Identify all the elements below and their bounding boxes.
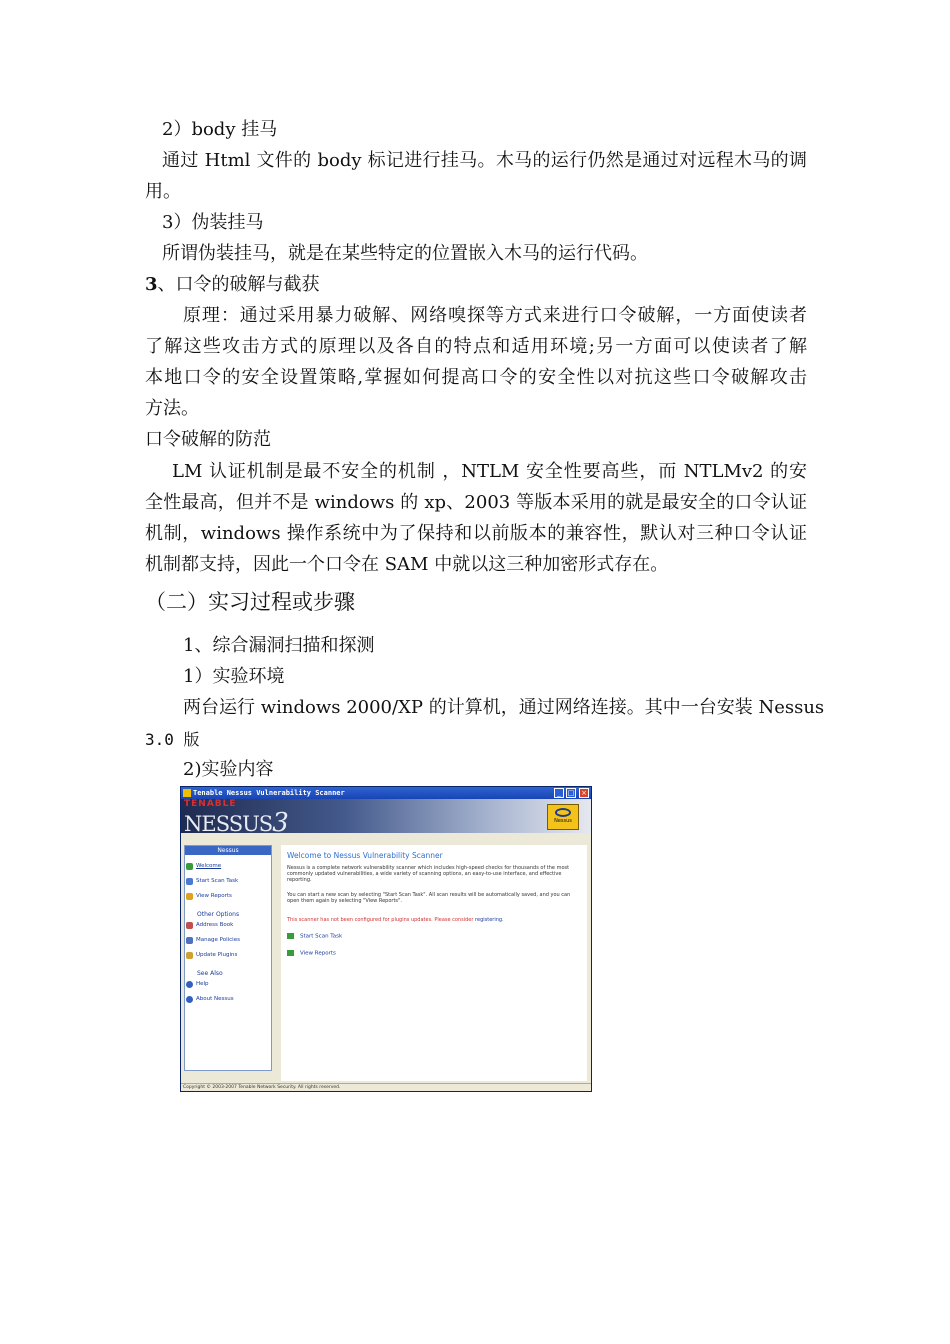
status-bar: Copyright © 2003-2007 Tenable Network Security. All rights reserved. [181,1083,591,1091]
main-content [281,845,587,1081]
sidebar [184,845,272,1071]
sidebar-item-start-scan[interactable] [196,878,238,884]
environment-text: 两台运行 windows 2000/XP 的计算机，通过网络连接。其中一台安装 Nessus [183,697,825,718]
paragraph-version: 3.0 版 [145,730,200,749]
sidebar-item-about[interactable] [196,996,234,1002]
tenable-logo: TENABLE [184,799,237,809]
sidebar-item-label: Start Scan Task [196,878,239,884]
window-title: Tenable Nessus Vulnerability Scanner [193,789,345,797]
sidebar-item-help[interactable] [196,981,209,987]
paragraph-principle-line4: 方法。 [145,398,199,419]
minimize-button[interactable]: _ [554,788,564,798]
action-label: Start Scan Task [300,933,343,940]
paragraph-fake-trojan: 所谓伪装挂马，就是在某些特定的位置嵌入木马的运行代码。 [162,243,648,264]
sidebar-item-label: Manage Policies [196,937,240,943]
report-icon [186,893,193,900]
sidebar-header: Nessus [185,846,271,855]
arrow-right-icon [287,933,294,939]
subheading-body-trojan: 2）body 挂马 [162,119,278,140]
sidebar-item-update-plugins[interactable] [196,952,237,958]
sidebar-item-label: View Reports [196,893,232,899]
help-icon [186,981,193,988]
policies-icon [186,937,193,944]
paragraph-principle-line3: 本地口令的安全设置策略,掌握如何提高口令的安全性以对抗这些口令破解攻击 [145,367,807,388]
sidebar-item-view-reports[interactable] [196,893,232,899]
plugin-warning [287,917,504,923]
intro-paragraph: Nessus is a complete network vulnerability scanner which includes high-speed checks for thousands of the most commonly updated vulnerabilities, a wide variety of scanning options, an easy-to-use interface, and effective reporting. [287,865,570,883]
paragraph-body-trojan-line2: 用。 [145,181,181,202]
step-heading-scan: 1、综合漏洞扫描和探测 [183,635,375,656]
sidebar-item-address-book[interactable] [196,922,233,928]
subheading-password-defense: 口令破解的防范 [145,429,271,450]
nessus-brand [184,808,288,838]
home-icon [186,863,193,870]
paragraph-lm-line4: 机制都支持，因此一个口令在 SAM 中就以这三种加密形式存在。 [145,554,669,575]
section-heading-process: （二）实习过程或步骤 [145,590,355,614]
paragraph-principle-line1: 原理：通过采用暴力破解、网络嗅探等方式来进行口令破解，一方面使读者 [183,305,807,326]
sidebar-item-label: About Nessus [196,996,234,1002]
scan-icon [186,878,193,885]
paragraph-lm-line3: 机制，windows 操作系统中为了保持和以前版本的兼容性，默认对三种口令认证 [145,523,807,544]
sidebar-item-label: Help [196,981,209,987]
action-label: View Reports [300,950,336,957]
sidebar-item-label: Address Book [196,922,234,928]
nessus-eye-logo [547,804,579,830]
paragraph-lm-line2: 全性最高，但并不是 windows 的 xp、2003 等版本采用的就是最安全的口令认证 [145,492,807,513]
paragraph-lm-line1: LM 认证机制是最不安全的机制 ，NTLM 安全性要高些，而 NTLMv2 的安 [172,461,807,482]
action-view-reports[interactable] [287,950,336,957]
info-icon [186,996,193,1003]
brand-number: 3 [272,808,288,838]
paragraph-principle-line2: 了解这些攻击方式的原理以及各自的特点和适用环境;另一方面可以使读者了解 [145,336,807,357]
close-button[interactable]: × [579,788,589,798]
sidebar-item-manage-policies[interactable] [196,937,240,943]
section-heading-password [145,274,320,296]
paragraph-body-trojan-line1: 通过 Html 文件的 body 标记进行挂马。木马的运行仍然是通过对远程木马的调 [162,150,807,171]
nessus-window-screenshot [180,786,592,1092]
sidebar-item-welcome[interactable] [196,863,221,869]
sidebar-see-also-title: See Also [197,970,223,977]
step-content: 2)实验内容 [183,759,274,780]
section-title: 、口令的破解与截获 [157,274,320,295]
action-start-scan[interactable] [287,933,342,940]
maximize-button[interactable]: □ [567,789,575,797]
logo-label: Nessus [554,818,572,824]
app-icon [183,789,191,797]
address-book-icon [186,922,193,929]
step-environment: 1）实验环境 [183,666,285,687]
brand-text: NESSUS [184,812,273,836]
welcome-title: Welcome to Nessus Vulnerability Scanner [287,851,443,860]
sidebar-other-options-title: Other Options [197,911,240,918]
arrow-right-icon [287,950,294,956]
plugins-icon [186,952,193,959]
register-link[interactable]: registering. [475,917,504,923]
paragraph-environment [183,697,824,719]
window-titlebar [181,787,591,799]
eye-icon [555,808,571,817]
sidebar-item-label: Welcome [196,863,222,869]
scan-paragraph: You can start a new scan by selecting "Start Scan Task". All scan results will be automatically saved, and you can open them again by selecting "View Reports". [287,892,571,904]
subheading-fake-trojan: 3）伪装挂马 [162,212,264,233]
sidebar-item-label: Update Plugins [196,952,238,958]
section-number: 3 [145,274,158,295]
warning-text: This scanner has not been configured for plugins updates. Please consider [287,917,474,923]
nessus-banner [181,799,591,838]
